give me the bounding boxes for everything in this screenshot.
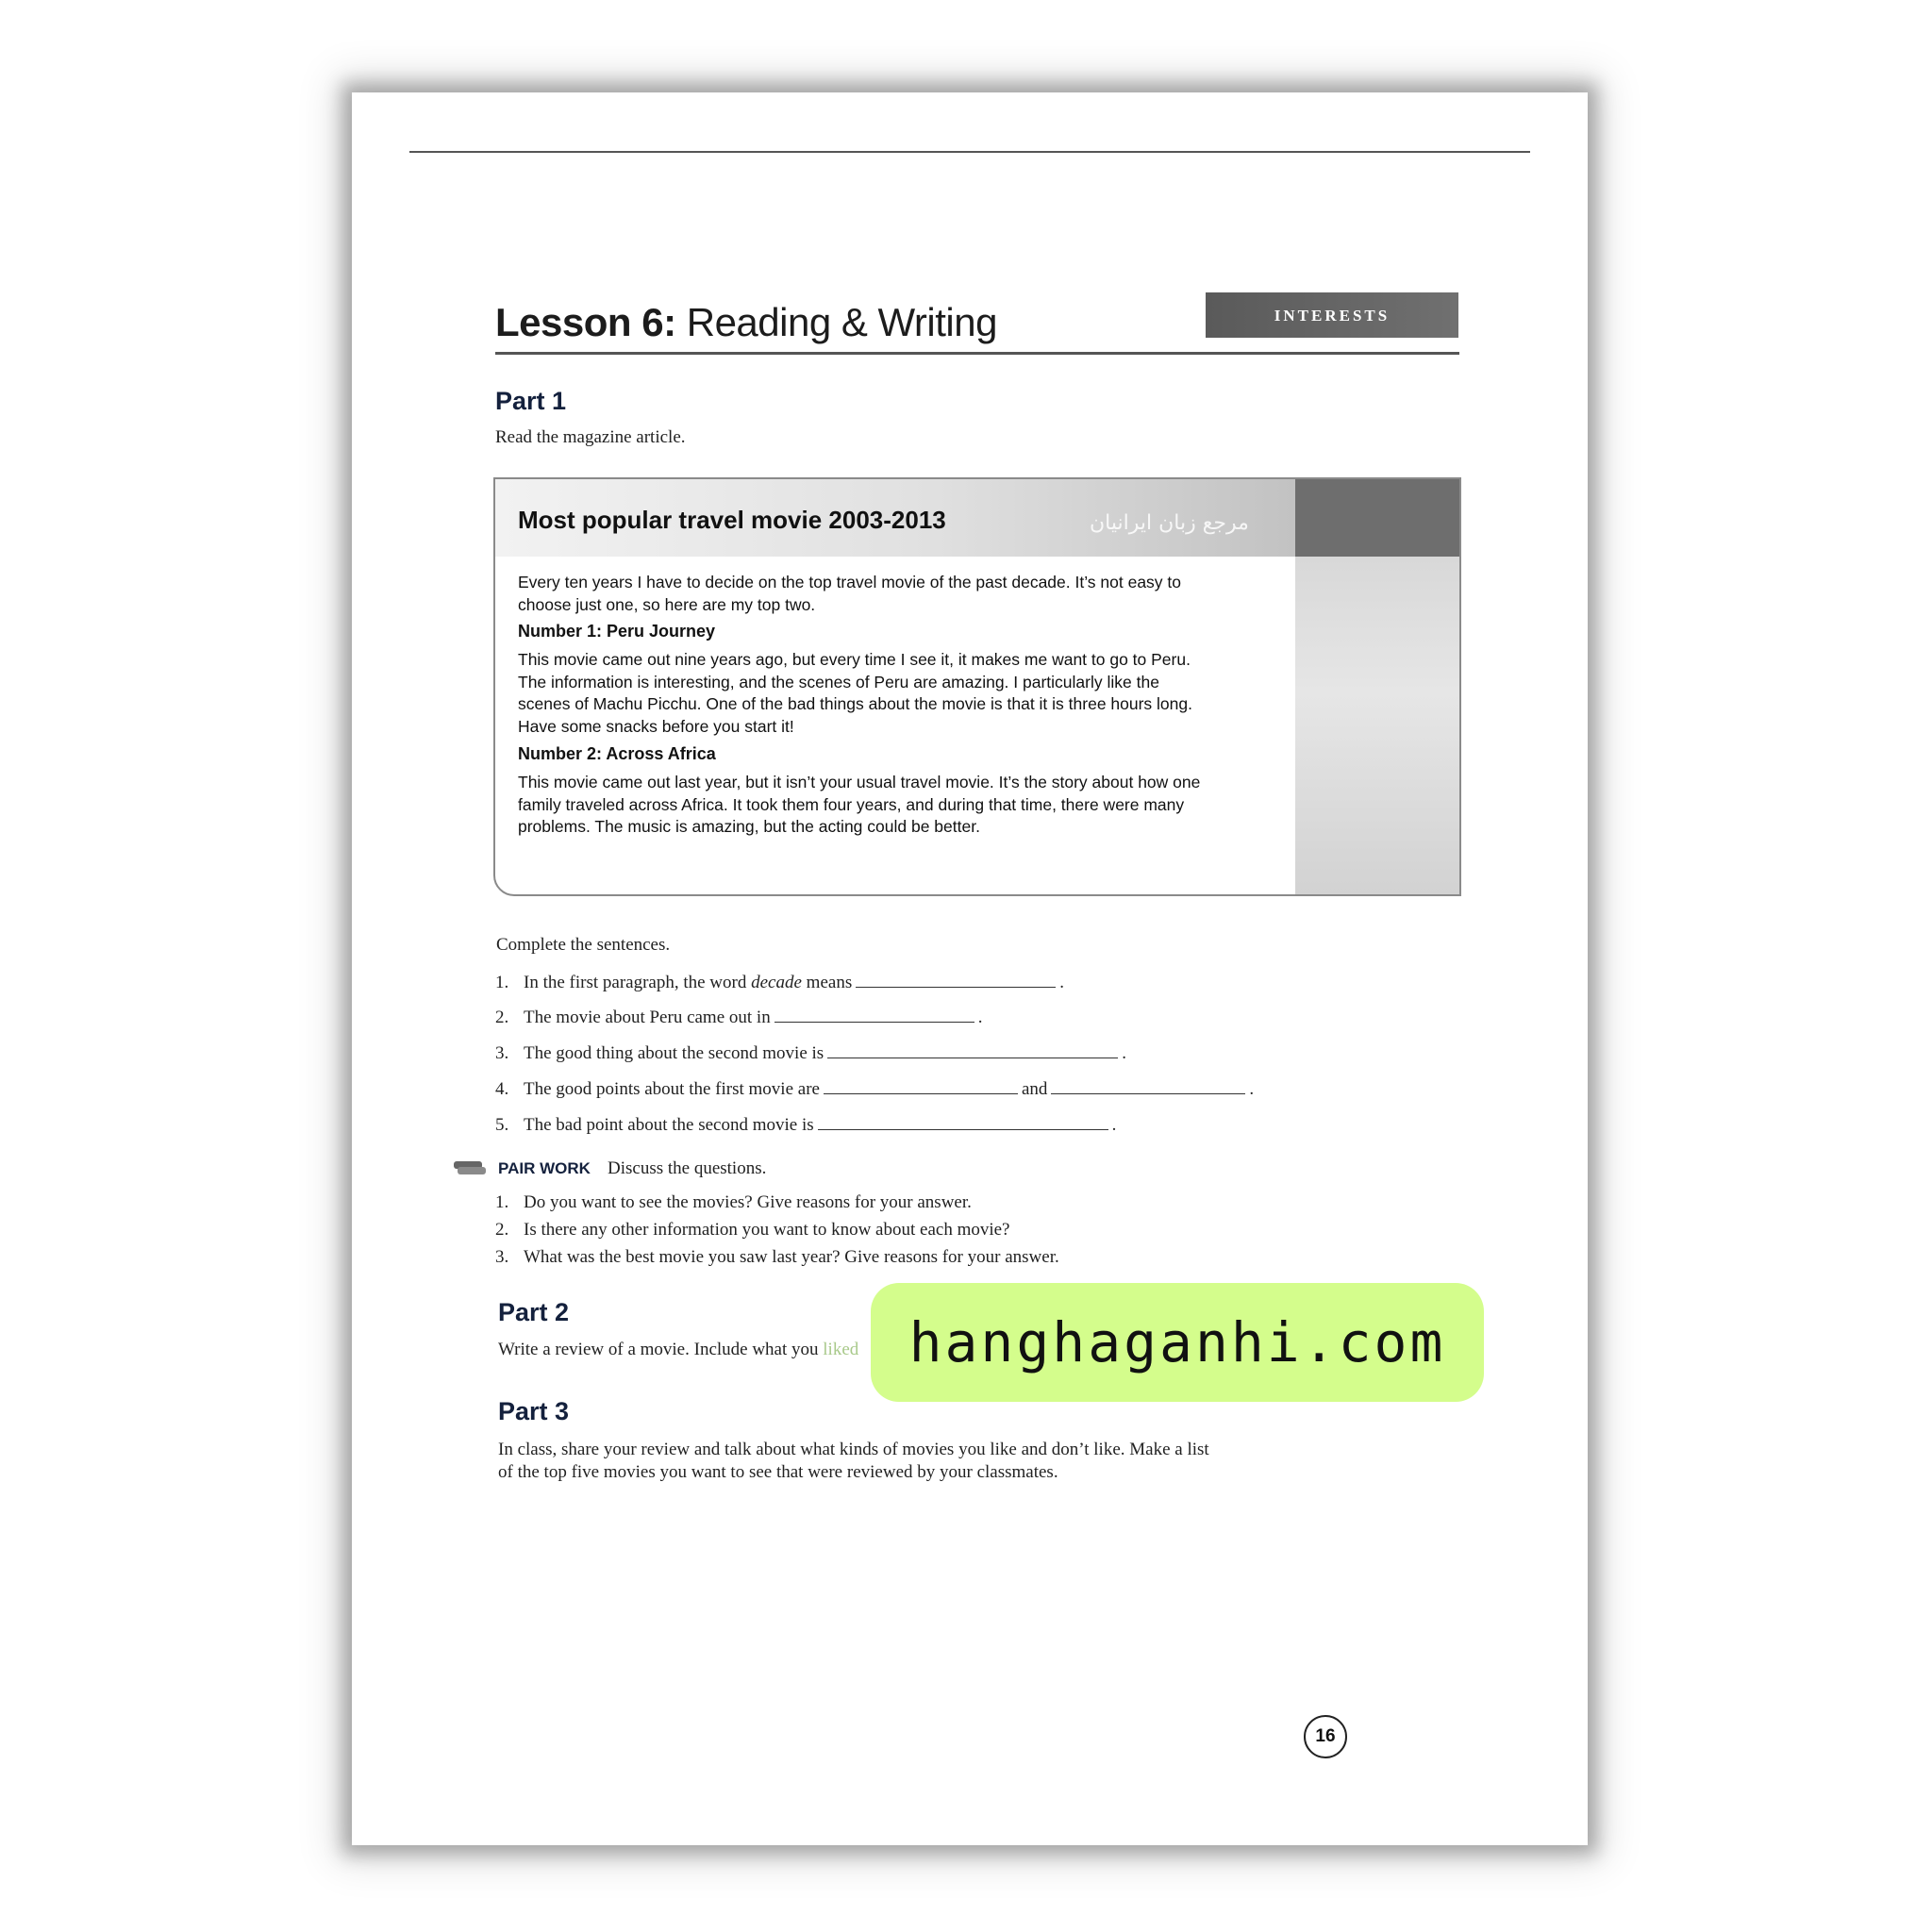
section-tab: INTERESTS bbox=[1206, 292, 1458, 338]
article-watermark: مرجع زبان ایرانیان bbox=[1090, 511, 1249, 535]
part3-line-1: In class, share your review and talk about what kinds of movies you like and don’t like. Make a list bbox=[498, 1440, 1209, 1459]
answer-blank[interactable] bbox=[774, 1007, 974, 1023]
complete-instruction: Complete the sentences. bbox=[496, 935, 671, 955]
part3-heading: Part 3 bbox=[498, 1397, 570, 1425]
article-corner-block bbox=[1295, 479, 1459, 557]
part3-line-2: of the top five movies you want to see that were reviewed by your classmates. bbox=[498, 1462, 1058, 1482]
answer-blank[interactable] bbox=[824, 1078, 1018, 1094]
list-item: 2. Is there any other information you want to know about each movie? bbox=[495, 1220, 1010, 1240]
article-paragraph-1: This movie came out nine years ago, but every time I see it, it makes me want to go to Peru. The information is interesting, and the scenes of Peru are amazing. I particularly like the scenes of Machu Picchu. One of the bad things about the movie is that it is three hours long. Have some snacks before you start it! bbox=[518, 650, 1192, 736]
answer-blank[interactable] bbox=[856, 972, 1056, 988]
workbook-page bbox=[352, 92, 1588, 1845]
list-item: 3. The good thing about the second movie is . bbox=[495, 1043, 1126, 1063]
answer-blank[interactable] bbox=[827, 1042, 1118, 1058]
pair-work-instruction: Discuss the questions. bbox=[608, 1158, 767, 1178]
article-subheading-1: Number 1: Peru Journey bbox=[518, 622, 716, 641]
top-rule bbox=[409, 151, 1530, 153]
pair-work-label: PAIR WORK bbox=[498, 1159, 591, 1177]
answer-blank[interactable] bbox=[818, 1114, 1108, 1130]
article-paragraph-2: This movie came out last year, but it isn’t your usual travel movie. It’s the story about how one family traveled across Africa. It took them four years, and during that time, there were many problems. The music is amazing, but the acting could be better. bbox=[518, 773, 1201, 836]
part2-heading: Part 2 bbox=[498, 1298, 570, 1326]
part1-instruction: Read the magazine article. bbox=[495, 427, 686, 447]
article-intro: Every ten years I have to decide on the top travel movie of the past decade. It’s not easy to choose just one, so here are my top two. bbox=[518, 573, 1182, 614]
list-item: 4. The good points about the first movie are and . bbox=[495, 1079, 1255, 1099]
list-item: 1. In the first paragraph, the word decade means . bbox=[495, 973, 1064, 992]
article-side-strip bbox=[1295, 557, 1459, 896]
title-rule bbox=[495, 352, 1459, 355]
list-item: 2. The movie about Peru came out in . bbox=[495, 1008, 983, 1027]
list-item: 1. Do you want to see the movies? Give reasons for your answer. bbox=[495, 1192, 972, 1212]
lesson-title: Lesson 6: Reading & Writing bbox=[495, 300, 997, 344]
part1-heading: Part 1 bbox=[495, 387, 567, 415]
magazine-article bbox=[493, 477, 1461, 896]
article-title: Most popular travel movie 2003-2013 bbox=[518, 506, 946, 534]
list-item: 3. What was the best movie you saw last year? Give reasons for your answer. bbox=[495, 1247, 1059, 1267]
page-number: 16 bbox=[1304, 1715, 1347, 1758]
list-item: 5. The bad point about the second movie is . bbox=[495, 1115, 1117, 1135]
pair-work-icon bbox=[454, 1158, 488, 1175]
site-watermark-badge: hanghaganhi.com bbox=[871, 1283, 1484, 1402]
answer-blank[interactable] bbox=[1051, 1078, 1245, 1094]
article-subheading-2: Number 2: Across Africa bbox=[518, 744, 716, 763]
part2-instruction: Write a review of a movie. Include what you liked bbox=[498, 1340, 859, 1359]
